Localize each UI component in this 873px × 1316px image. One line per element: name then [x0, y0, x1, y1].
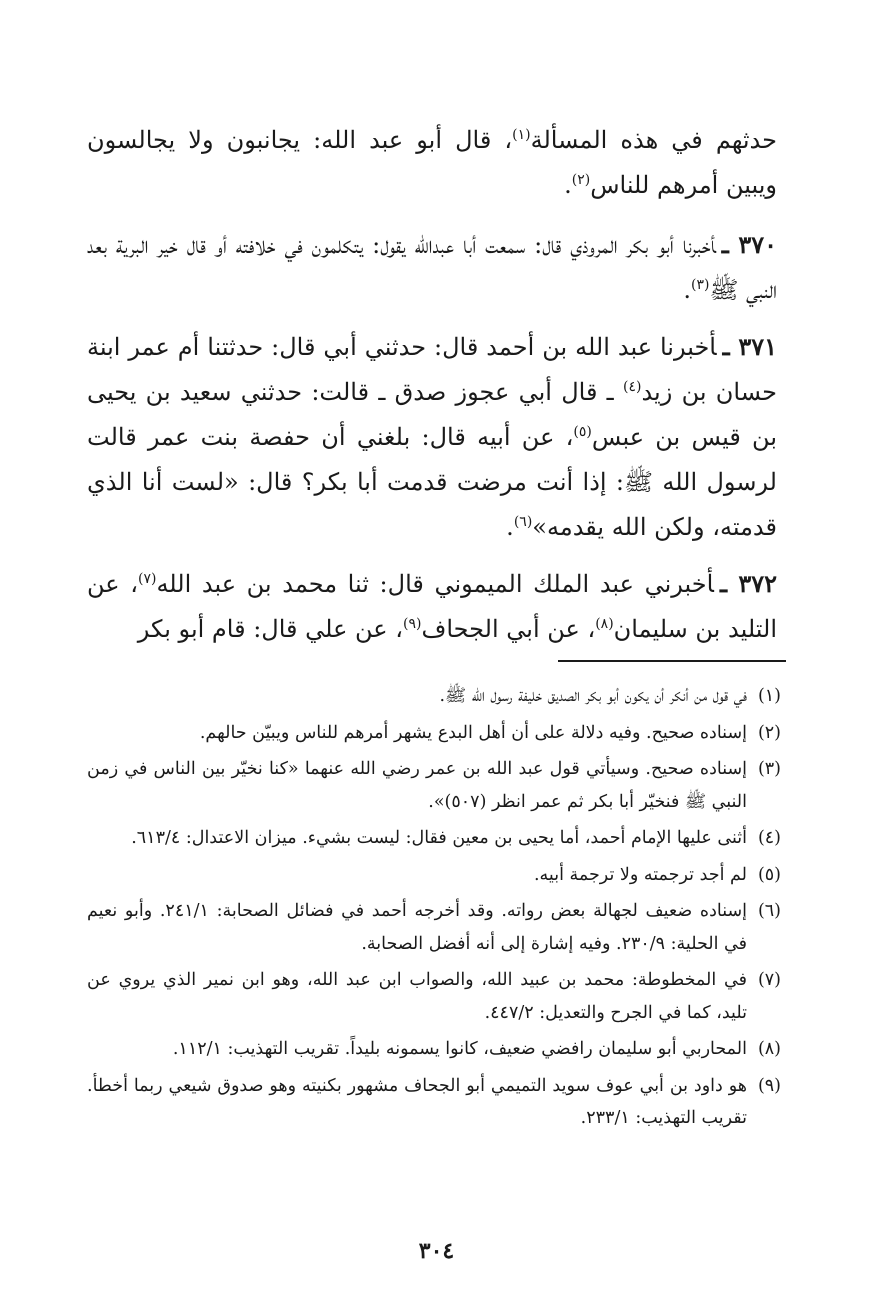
footnote-9 — [87, 1070, 781, 1135]
paragraph-text: . — [506, 513, 514, 541]
footnote-ref: (٤) — [622, 379, 642, 395]
paragraph-text: ، عن أبيه قال: بلغني أن حفصة بنت عمر قالت لرسول الله ﷺ: إذا أنت مرضت قدمت أبا بكر؟ قال: «لست أنا الذي قدمته، ولكن الله يقدمه» — [87, 423, 777, 541]
footnote-3 — [87, 753, 781, 818]
footnote-text: إسناده ضعيف لجهالة بعض رواته. وقد أخرجه أحمد في فضائل الصحابة: ٢٤١/١. وأبو نعيم في الحلية: ٢٣٠/٩. وفيه إشارة إلى أنه أفضل الصحابة. — [87, 901, 748, 954]
footnote-number: (٩) — [757, 1075, 781, 1096]
footnote-number: (٧) — [757, 970, 781, 990]
footnote-ref: (٧) — [137, 571, 157, 587]
hadith-371 — [87, 324, 777, 550]
paragraph-text: أخبرني عبد الملك الميموني قال: ثنا محمد بن عبد الله — [156, 570, 714, 598]
footnote-2 — [87, 717, 781, 750]
paragraph-continuation — [87, 118, 777, 208]
paragraph-text: أخبرنا أبو بكر المروذي قال: سمعت أبا عبدالله يقول: يتكلمون في خلافته أو قال خير البرية بعد النبي ﷺ — [87, 231, 777, 304]
hadith-370 — [87, 222, 777, 313]
footnote-number: (٨) — [757, 1039, 781, 1059]
footnote-text: إسناده صحيح. وسيأتي قول عبد الله بن عمر رضي الله عنهما «كنا نخيّر بين الناس في زمن النبي ﷺ فنخيّر أبا بكر ثم عمر انظر (٥٠٧)». — [87, 759, 747, 812]
footnote-ref: (٩) — [403, 616, 422, 632]
footnote-ref: (٢) — [571, 172, 591, 188]
hadith-number: ٣٧٢ ـ — [719, 569, 777, 598]
paragraph-text: ، قال أبو عبد الله: يجانبون ولا يجالسون ويبين أمرهم للناس — [87, 126, 777, 199]
footnote-ref: (٣) — [690, 277, 710, 293]
hadith-number: ٣٧١ ـ — [722, 332, 777, 361]
paragraph-text: . — [564, 171, 572, 199]
footnote-number: (٢) — [757, 722, 781, 743]
paragraph-text: ، عن علي قال: قام أبو بكر — [137, 615, 403, 643]
footnote-number: (٣) — [757, 759, 781, 779]
paragraph-text: أخبرنا عبد الله بن أحمد قال: حدثني أبي قال: حدثتنا أم عمر ابنة حسان بن زيد — [87, 333, 777, 406]
footnote-text: في قول من أنكر أن يكون أبو بكر الصديق خليفة رسول الله ﷺ. — [439, 686, 747, 706]
footnote-text: المحاربي أبو سليمان رافضي ضعيف، كانوا يسمونه بليداً. تقريب التهذيب: ١١٢/١. — [172, 1039, 747, 1059]
footnote-divider — [558, 660, 786, 662]
footnote-1 — [87, 680, 781, 713]
footnote-7 — [87, 964, 781, 1029]
page-number: ٣٠٤ — [418, 1238, 455, 1264]
paragraph-text: . — [683, 276, 691, 304]
paragraph-text: ـ قال أبي عجوز صدق ـ قالت: حدثني سعيد بن يحيى بن قيس بن عبس — [87, 378, 777, 451]
paragraph-text: ، عن التليد بن سليمان — [87, 570, 777, 643]
footnotes — [87, 680, 781, 1139]
footnote-text: إسناده صحيح. وفيه دلالة على أن أهل البدع يشهر أمرهم للناس ويبيّن حالهم. — [199, 722, 747, 743]
main-text — [87, 118, 777, 663]
footnote-ref: (٦) — [513, 514, 533, 530]
paragraph-text: حدثهم في هذه المسألة — [530, 126, 777, 154]
hadith-number: ٣٧٠ ـ — [721, 230, 777, 259]
hadith-372 — [87, 561, 777, 652]
footnote-text: لم أجد ترجمته ولا ترجمة أبيه. — [533, 864, 747, 885]
footnote-text: أثنى عليها الإمام أحمد، أما يحيى بن معين فقال: ليست بشيء. ميزان الاعتدال: ٦١٣/٤. — [131, 828, 747, 848]
footnote-8 — [87, 1033, 781, 1066]
paragraph-text: ، عن أبي الجحاف — [421, 615, 596, 643]
footnote-text: هو داود بن أبي عوف سويد التميمي أبو الجحاف مشهور بكنيته وهو صدوق شيعي ربما أخطأ. تقريب التهذيب: ٢٣٣/١. — [87, 1075, 747, 1128]
footnote-ref: (٨) — [595, 616, 614, 632]
footnote-text: في المخطوطة: محمد بن عبيد الله، والصواب ابن عبد الله، وهو ابن نمير الذي يروي عن تليد، كما في الجرح والتعديل: ٤٤٧/٢. — [87, 970, 747, 1023]
footnote-ref: (١) — [512, 127, 531, 143]
footnote-4 — [87, 822, 781, 855]
footnote-6 — [87, 895, 781, 960]
footnote-ref: (٥) — [573, 424, 592, 440]
footnote-number: (٦) — [757, 901, 781, 921]
footnote-number: (٥) — [757, 864, 781, 885]
footnote-number: (٤) — [757, 828, 781, 848]
footnote-5 — [87, 859, 781, 892]
footnote-number: (١) — [757, 686, 781, 706]
